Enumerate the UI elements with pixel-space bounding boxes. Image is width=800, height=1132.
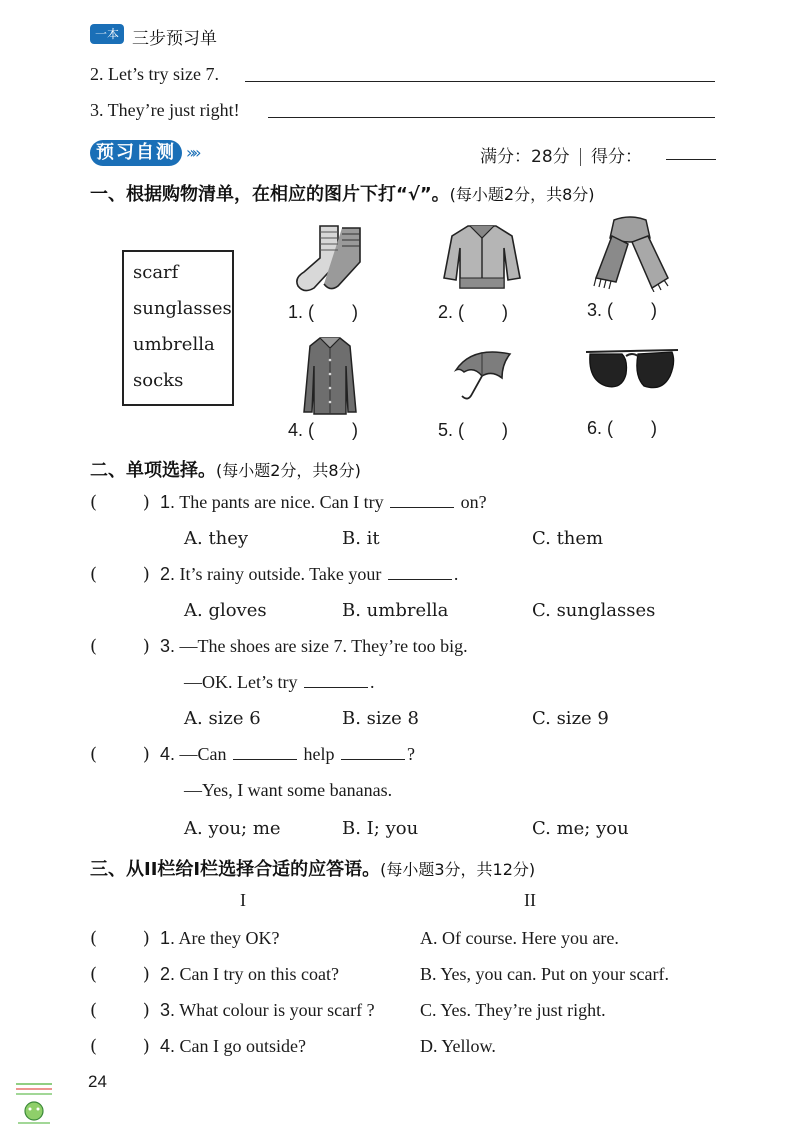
section1-heading xyxy=(90,180,595,206)
shopping-list-item: umbrella xyxy=(133,334,215,355)
option-a[interactable]: A. size 6 xyxy=(184,708,261,729)
pic-label-2: 2. ( ) xyxy=(438,302,509,322)
divider xyxy=(580,148,581,166)
question-text: 3. —The shoes are size 7. They’re too big. xyxy=(160,636,468,656)
page-header-title: 三步预习单 xyxy=(132,29,217,49)
question-text-line2: —OK. Let’s try . xyxy=(184,672,375,692)
blank[interactable] xyxy=(390,493,454,508)
section2-title: 二、单项选择。 xyxy=(90,460,216,481)
answer-line-2[interactable] xyxy=(245,81,715,82)
pic-label-3: 3. ( ) xyxy=(587,300,658,320)
section1-title: 一、根据购物清单，在相应的图片下打“√”。 xyxy=(90,184,450,205)
section1-note: (每小题2分，共8分) xyxy=(449,185,595,204)
answer-bracket[interactable]: ( ) xyxy=(90,744,150,765)
answer-line-3[interactable] xyxy=(268,117,715,118)
blank[interactable] xyxy=(304,673,368,688)
section2-heading xyxy=(90,456,361,482)
blank[interactable] xyxy=(388,565,452,580)
carryover-line-3: 3. They’re just right! xyxy=(90,100,240,120)
shopping-list-item: scarf xyxy=(133,262,179,283)
scarf-icon xyxy=(588,216,672,292)
pic-label-6: 6. ( ) xyxy=(587,418,658,438)
option-c[interactable]: C. me; you xyxy=(532,818,629,839)
answer-bracket[interactable]: ( ) xyxy=(90,1036,150,1057)
answer-bracket[interactable]: ( ) xyxy=(90,636,150,657)
option-b[interactable]: B. I; you xyxy=(342,818,419,839)
sunglasses-icon xyxy=(584,346,680,394)
pic-label-1: 1. ( ) xyxy=(288,302,359,322)
option-b[interactable]: B. it xyxy=(342,528,380,549)
pic-label-4: 4. ( ) xyxy=(288,420,359,440)
jacket-icon xyxy=(440,220,524,292)
match-question: 3. What colour is your scarf ? xyxy=(160,1000,375,1020)
shopping-list-item: socks xyxy=(133,370,184,391)
match-question: 1. Are they OK? xyxy=(160,928,280,948)
match-question: 4. Can I go outside? xyxy=(160,1036,306,1056)
match-answer: B. Yes, you can. Put on your scarf. xyxy=(420,964,669,984)
answer-bracket[interactable]: ( ) xyxy=(90,964,150,985)
answer-bracket[interactable]: ( ) xyxy=(90,928,150,949)
section3-note: (每小题3分，共12分) xyxy=(380,860,536,879)
option-b[interactable]: B. umbrella xyxy=(342,600,449,621)
umbrella-icon xyxy=(452,344,514,404)
column-header-i: I xyxy=(240,890,246,910)
carryover-line-2: 2. Let’s try size 7. xyxy=(90,64,219,84)
page-number: 24 xyxy=(88,1072,107,1091)
publisher-logo: 一本 xyxy=(90,24,124,44)
full-score: 满分：28分 xyxy=(480,147,570,167)
column-header-ii: II xyxy=(524,890,536,910)
option-b[interactable]: B. size 8 xyxy=(342,708,419,729)
question-text: 4. —Can help ? xyxy=(160,744,416,764)
section3-heading xyxy=(90,855,535,881)
question-text: 1. The pants are nice. Can I try on? xyxy=(160,492,487,512)
option-c[interactable]: C. them xyxy=(532,528,604,549)
answer-bracket[interactable]: ( ) xyxy=(90,564,150,585)
pic-label-5: 5. ( ) xyxy=(438,420,509,440)
match-answer: C. Yes. They’re just right. xyxy=(420,1000,606,1020)
option-c[interactable]: C. size 9 xyxy=(532,708,609,729)
section2-note: (每小题2分，共8分) xyxy=(216,461,361,480)
question-text-line2: —Yes, I want some bananas. xyxy=(184,780,393,800)
chevron-right-icon: »» xyxy=(186,143,198,162)
section3-title: 三、从II栏给I栏选择合适的应答语。 xyxy=(90,859,381,880)
section-badge xyxy=(90,140,202,168)
shopping-list-item: sunglasses xyxy=(133,298,232,319)
match-answer: A. Of course. Here you are. xyxy=(420,928,619,948)
answer-bracket[interactable]: ( ) xyxy=(90,1000,150,1021)
socks-icon xyxy=(290,222,376,298)
score-panel xyxy=(480,142,642,167)
shirt-icon xyxy=(302,336,358,416)
match-question: 2. Can I try on this coat? xyxy=(160,964,339,984)
option-a[interactable]: A. you; me xyxy=(184,818,281,839)
question-text: 2. It’s rainy outside. Take your . xyxy=(160,564,459,584)
answer-bracket[interactable]: ( ) xyxy=(90,492,150,513)
got-score-input[interactable] xyxy=(666,159,716,160)
got-score-label: 得分： xyxy=(591,147,643,167)
option-a[interactable]: A. gloves xyxy=(184,600,267,621)
badge-label: 预习自测 xyxy=(90,140,182,166)
match-answer: D. Yellow. xyxy=(420,1036,496,1056)
option-c[interactable]: C. sunglasses xyxy=(532,600,656,621)
watermark-logo-icon xyxy=(12,1080,56,1126)
blank[interactable] xyxy=(233,745,297,760)
blank[interactable] xyxy=(341,745,405,760)
option-a[interactable]: A. they xyxy=(184,528,249,549)
